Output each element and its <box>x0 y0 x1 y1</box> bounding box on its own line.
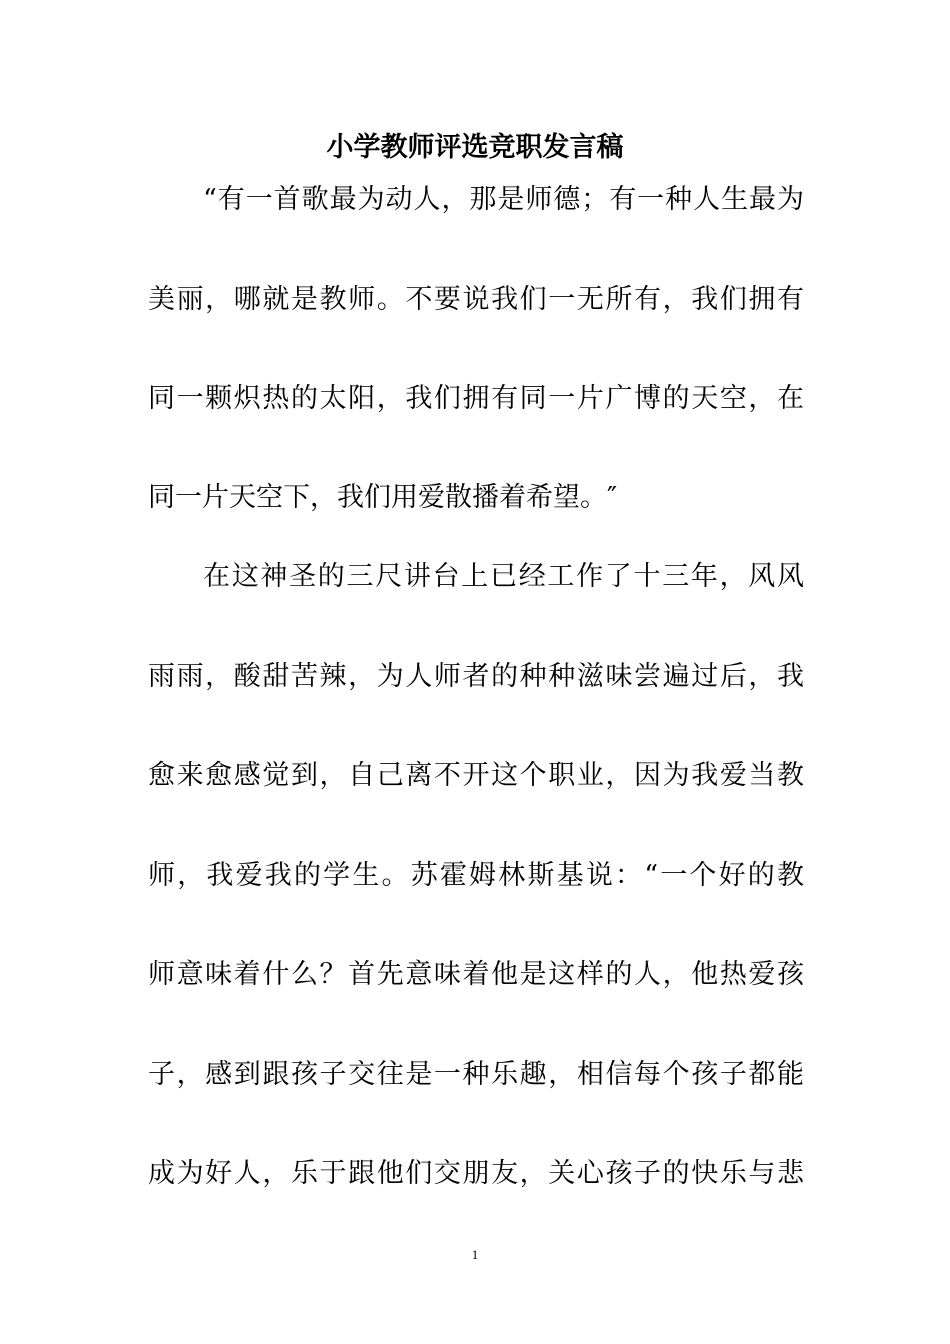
paragraph-2-line-5: 师意味着什么？首先意味着他是这样的人，他热爱孩 <box>148 959 804 990</box>
paragraph-1-line-1: “有一首歌最为动人，那是师德；有一种人生最为 <box>203 184 804 215</box>
paragraph-2-line-4: 师，我爱我的学生。苏霍姆林斯基说：“一个好的教 <box>148 860 804 891</box>
page-number: 1 <box>471 1247 479 1262</box>
paragraph-1-line-2: 美丽，哪就是教师。不要说我们一无所有，我们拥有 <box>148 284 804 315</box>
paragraph-1-line-4: 同一片天空下，我们用爱散播着希望。″ <box>148 482 618 513</box>
paragraph-2-line-1: 在这神圣的三尺讲台上已经工作了十三年，风风 <box>203 561 804 592</box>
paragraph-2-line-6: 子，感到跟孩子交往是一种乐趣，相信每个孩子都能 <box>148 1059 804 1090</box>
document-title: 小学教师评选竞职发言稿 <box>326 132 624 163</box>
paragraph-2-line-7: 成为好人，乐于跟他们交朋友，关心孩子的快乐与悲 <box>148 1158 804 1189</box>
paragraph-1-line-3: 同一颗炽热的太阳，我们拥有同一片广博的天空，在 <box>148 383 804 414</box>
paragraph-2-line-3: 愈来愈感觉到，自己离不开这个职业，因为我爱当教 <box>148 760 804 791</box>
paragraph-2-line-2: 雨雨，酸甜苦辣，为人师者的种种滋味尝遍过后，我 <box>148 661 804 692</box>
